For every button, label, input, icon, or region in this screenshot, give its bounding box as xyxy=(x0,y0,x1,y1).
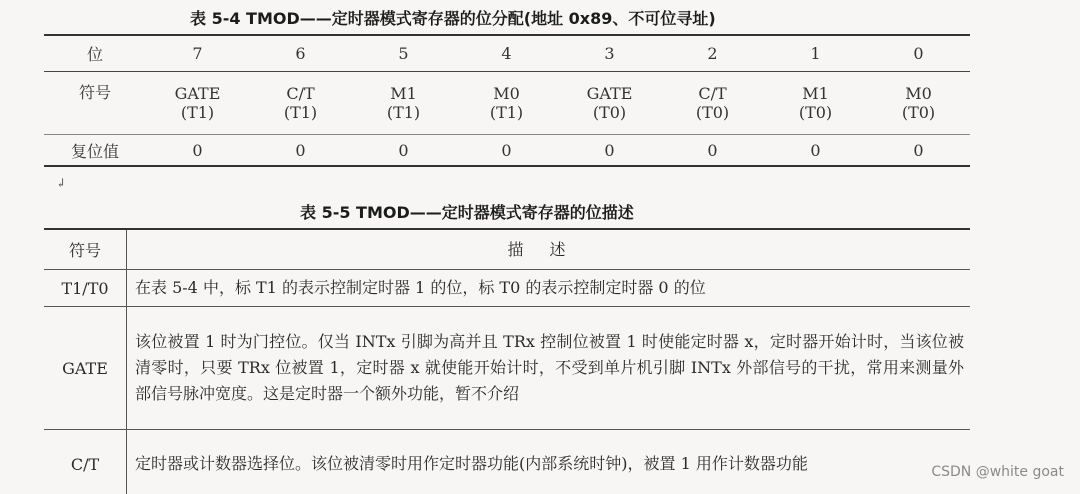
timer-cell: (T1) xyxy=(352,103,455,135)
reset-row xyxy=(44,135,970,167)
table-row xyxy=(44,430,970,494)
timer-cell: (T0) xyxy=(661,103,764,135)
bit-cell: 5 xyxy=(352,35,455,72)
timer-row xyxy=(44,103,970,135)
reset-cell: 0 xyxy=(558,135,661,167)
symbol-cell: C/T xyxy=(286,84,315,103)
timer-cell: (T0) xyxy=(558,103,661,135)
bit-cell: 6 xyxy=(249,35,352,72)
symbol-cell: M0 xyxy=(493,84,520,103)
reset-cell: 0 xyxy=(867,135,970,167)
row-symbol: GATE xyxy=(44,307,127,430)
row-description: 该位被置 1 时为门控位。仅当 INTx 引脚为高并且 TRx 控制位被置 1 时使能定时器 x，定时器开始计时，当该位被清零时，只要 TRx 位被置 1，定时器 x 就使能开始计时，不受到单片机引脚 INTx 外部信号的干扰，常用来测量外部信号脉冲宽度。这是定时器一个额外功能，暂不介绍 xyxy=(127,307,971,430)
description-header-row xyxy=(44,229,970,270)
description-header: 描述 xyxy=(127,229,971,270)
symbol-row-label: 符号 xyxy=(78,83,111,102)
symbol-cell: M0 xyxy=(905,84,932,103)
table-5-5-caption: 表 5-5 TMOD——定时器模式寄存器的位描述 xyxy=(300,203,634,222)
tmod-bit-allocation-table xyxy=(44,34,970,167)
symbol-row xyxy=(44,72,970,104)
reset-cell: 0 xyxy=(455,135,558,167)
bit-cell: 0 xyxy=(867,35,970,72)
reset-cell: 0 xyxy=(352,135,455,167)
symbol-cell: M1 xyxy=(390,84,417,103)
symbol-cell: C/T xyxy=(698,84,727,103)
timer-cell: (T0) xyxy=(867,103,970,135)
watermark: CSDN @white goat xyxy=(931,464,1064,480)
timer-cell: (T1) xyxy=(455,103,558,135)
symbol-cell: GATE xyxy=(174,84,221,103)
timer-cell: (T1) xyxy=(146,103,249,135)
bit-cell: 1 xyxy=(764,35,867,72)
paragraph-marker: ↲ xyxy=(56,176,67,190)
row-symbol: T1/T0 xyxy=(44,270,127,307)
bit-cell: 3 xyxy=(558,35,661,72)
timer-row-label xyxy=(44,103,146,135)
table-row xyxy=(44,307,970,430)
symbol-header: 符号 xyxy=(44,229,127,270)
tmod-bit-description-table xyxy=(44,228,970,494)
bit-cell: 4 xyxy=(455,35,558,72)
reset-cell: 0 xyxy=(249,135,352,167)
bit-row-label: 位 xyxy=(44,35,146,72)
reset-cell: 0 xyxy=(146,135,249,167)
reset-row-label: 复位值 xyxy=(44,135,146,167)
timer-cell: (T1) xyxy=(249,103,352,135)
bit-row xyxy=(44,35,970,72)
bit-cell: 2 xyxy=(661,35,764,72)
symbol-cell: M1 xyxy=(802,84,829,103)
timer-cell: (T0) xyxy=(764,103,867,135)
row-symbol: C/T xyxy=(44,430,127,494)
bit-cell: 7 xyxy=(146,35,249,72)
row-description: 定时器或计数器选择位。该位被清零时用作定时器功能(内部系统时钟)，被置 1 用作计数器功能 xyxy=(127,430,971,494)
reset-cell: 0 xyxy=(661,135,764,167)
row-description: 在表 5-4 中，标 T1 的表示控制定时器 1 的位，标 T0 的表示控制定时器 0 的位 xyxy=(127,270,971,307)
symbol-cell: GATE xyxy=(586,84,633,103)
table-row xyxy=(44,270,970,307)
reset-cell: 0 xyxy=(764,135,867,167)
table-5-4-caption: 表 5-4 TMOD——定时器模式寄存器的位分配(地址 0x89、不可位寻址) xyxy=(190,9,716,28)
